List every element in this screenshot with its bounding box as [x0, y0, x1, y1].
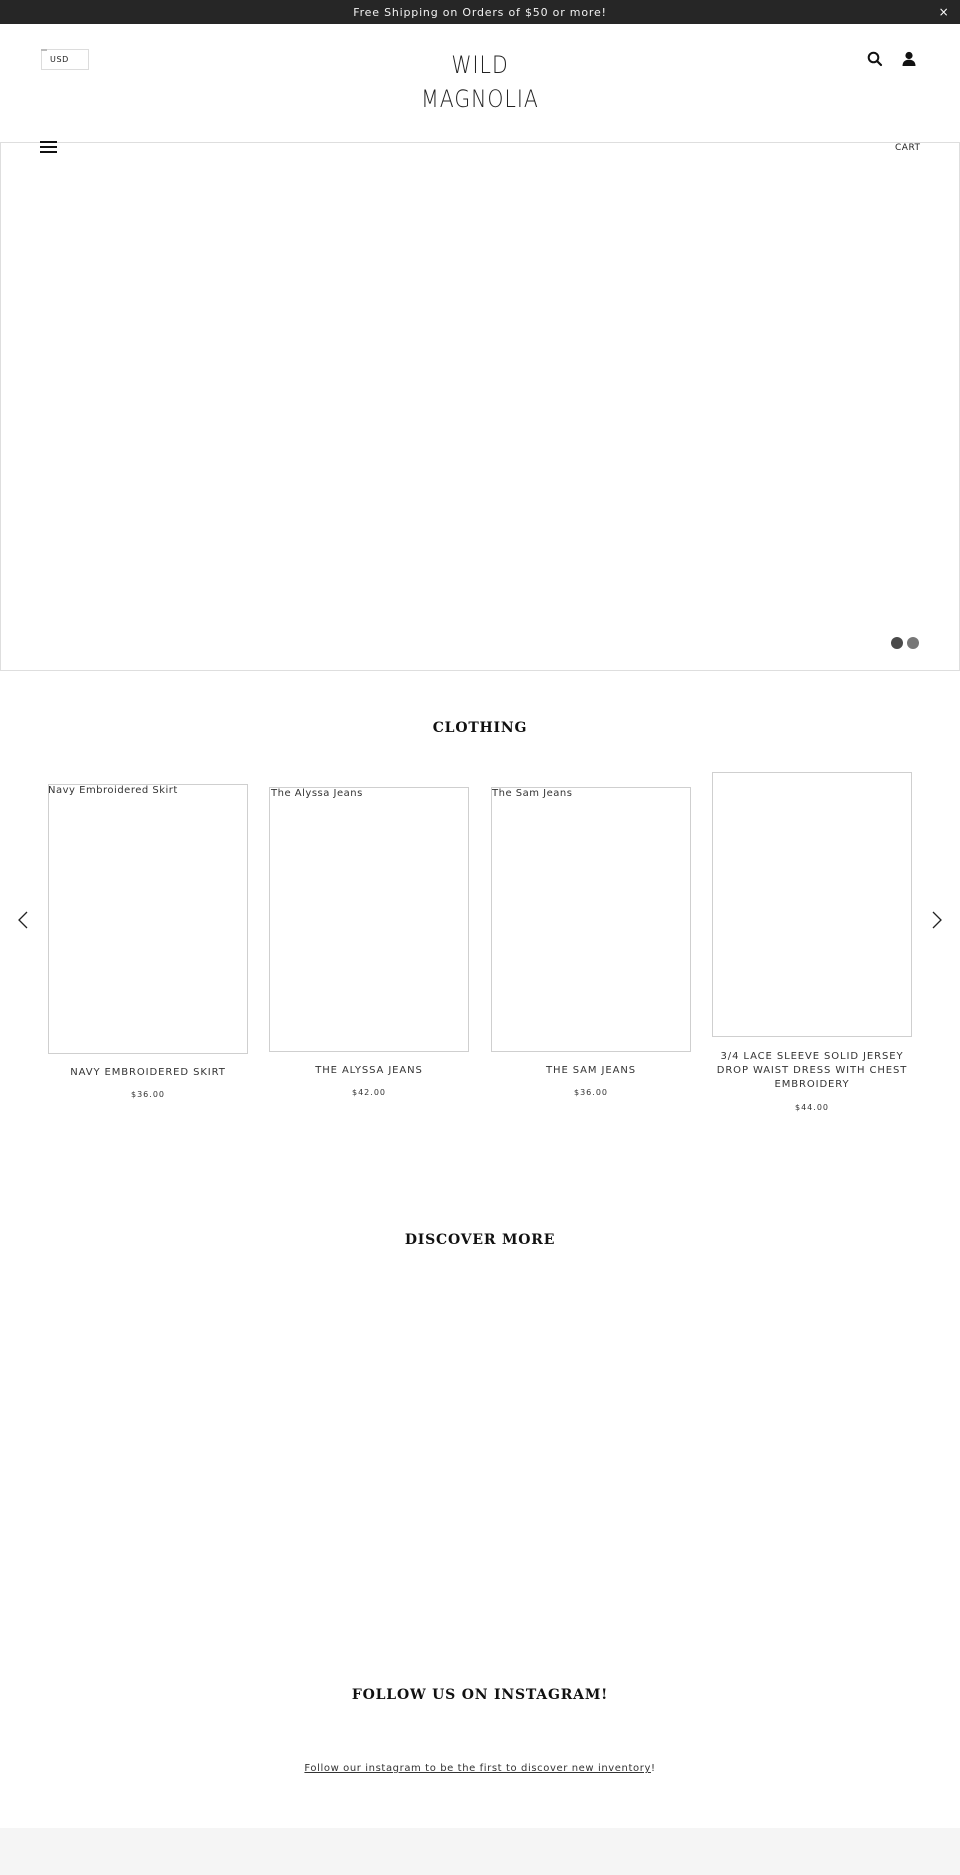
- close-icon[interactable]: ×: [938, 5, 950, 19]
- announcement-text: Free Shipping on Orders of $50 or more!: [353, 6, 607, 19]
- site-logo[interactable]: [395, 48, 565, 116]
- instagram-suffix: !: [650, 1763, 656, 1774]
- product-price: $36.00: [574, 1088, 608, 1097]
- product-image[interactable]: [491, 787, 691, 1052]
- slide-dot-1[interactable]: [891, 637, 903, 649]
- logo-line-1: WILD: [451, 51, 509, 79]
- discover-title: DISCOVER MORE: [404, 1232, 556, 1248]
- carousel-next-icon[interactable]: [931, 911, 943, 929]
- menu-icon[interactable]: [40, 141, 57, 155]
- product-image-alt: Navy Embroidered Skirt: [48, 785, 178, 796]
- currency-selector[interactable]: USD: [41, 49, 89, 70]
- product-price: $36.00: [131, 1090, 165, 1099]
- product-price: $44.00: [795, 1103, 829, 1112]
- announcement-bar: [0, 0, 960, 24]
- instagram-link[interactable]: Follow our instagram to be the first to discover new inventory: [304, 1763, 651, 1774]
- product-price: $42.00: [352, 1088, 386, 1097]
- search-icon[interactable]: [866, 50, 884, 68]
- instagram-title: FOLLOW US ON INSTAGRAM!: [351, 1687, 609, 1703]
- clothing-title: CLOTHING: [432, 720, 528, 736]
- footer: [0, 1828, 960, 1875]
- product-image-alt: The Sam Jeans: [492, 788, 573, 799]
- slide-dot-2[interactable]: [907, 637, 919, 649]
- logo-line-2: MAGNOLIA: [421, 85, 539, 113]
- account-icon[interactable]: [900, 50, 918, 68]
- product-title[interactable]: NAVY EMBROIDERED SKIRT: [70, 1067, 226, 1078]
- product-image[interactable]: [48, 784, 248, 1054]
- product-title[interactable]: THE SAM JEANS: [546, 1065, 636, 1076]
- cart-link[interactable]: CART: [895, 143, 921, 153]
- instagram-caption: [0, 1763, 960, 1774]
- product-image[interactable]: [712, 772, 912, 1037]
- carousel-prev-icon[interactable]: [17, 911, 29, 929]
- product-title[interactable]: THE ALYSSA JEANS: [315, 1065, 423, 1076]
- hero-slideshow: [0, 142, 960, 671]
- product-image-alt: The Alyssa Jeans: [271, 788, 363, 799]
- product-image[interactable]: [269, 787, 469, 1052]
- product-title[interactable]: 3/4 LACE SLEEVE SOLID JERSEY DROP WAIST DRESS WITH CHEST EMBROIDERY: [716, 1051, 908, 1090]
